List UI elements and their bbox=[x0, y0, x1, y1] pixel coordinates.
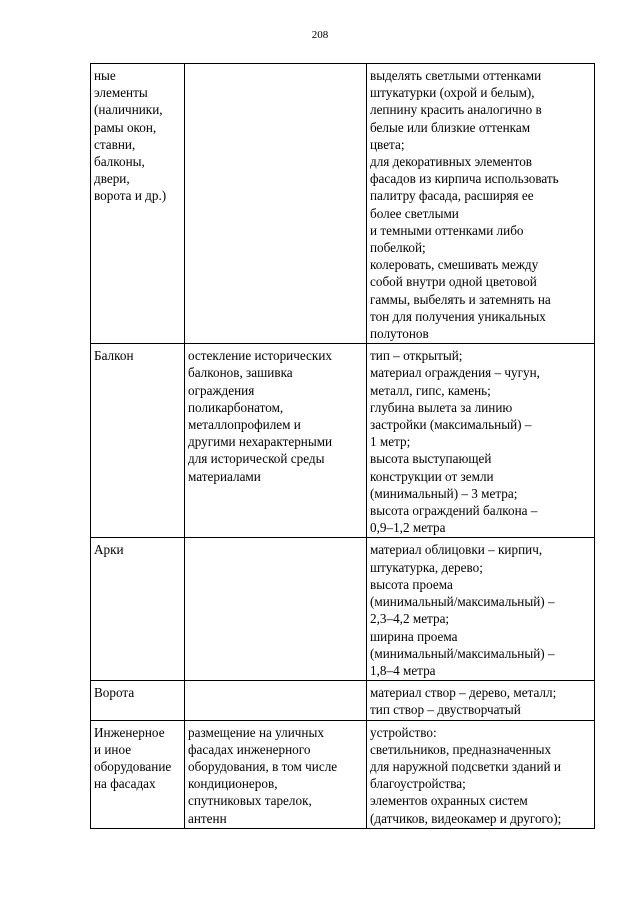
prohibited-cell: остекление исторических балконов, зашивка ограждения поликарбонатом, металлопрофилем и другими нехарактерными для исторической среды материалами bbox=[185, 344, 367, 538]
prohibited-cell bbox=[185, 681, 367, 720]
table-row bbox=[91, 720, 595, 828]
element-name-cell: ные элементы (наличники, рамы окон, ставни, балконы, двери, ворота и др.) bbox=[91, 64, 185, 344]
requirements-cell: материал створ – дерево, металл; тип створ – двустворчатый bbox=[367, 681, 595, 720]
element-name-cell: Арки bbox=[91, 538, 185, 681]
requirements-cell: тип – открытый; материал ограждения – чугун, металл, гипс, камень; глубина вылета за линию застройки (максимальный) – 1 метр; высота выступающей конструкции от земли (минимальный) – 3 метра; высота ограждений балкона – 0,9–1,2 метра bbox=[367, 344, 595, 538]
element-name-cell: Инженерное и иное оборудование на фасадах bbox=[91, 720, 185, 828]
table-row bbox=[91, 344, 595, 538]
element-name-cell: Ворота bbox=[91, 681, 185, 720]
prohibited-cell bbox=[185, 538, 367, 681]
requirements-table bbox=[90, 63, 595, 829]
prohibited-cell bbox=[185, 64, 367, 344]
page-number: 208 bbox=[311, 29, 329, 41]
requirements-cell: устройство: светильников, предназначенных для наружной подсветки зданий и благоустройства; элементов охранных систем (датчиков, видеокамер и другого); bbox=[367, 720, 595, 828]
table-row bbox=[91, 64, 595, 344]
requirements-cell: материал облицовки – кирпич, штукатурка, дерево; высота проема (минимальный/максимальный) – 2,3–4,2 метра; ширина проема (минимальный/максимальный) – 1,8–4 метра bbox=[367, 538, 595, 681]
prohibited-cell: размещение на уличных фасадах инженерного оборудования, в том числе кондиционеров, спутниковых тарелок, антенн bbox=[185, 720, 367, 828]
element-name-cell: Балкон bbox=[91, 344, 185, 538]
requirements-cell: выделять светлыми оттенками штукатурки (охрой и белым), лепнину красить аналогично в белые или близкие оттенкам цвета; для декоративных элементов фасадов из кирпича использовать палитру фасада, расширяя ее более светлыми и темными оттенками либо побелкой; колеровать, смешивать между собой внутри одной цветовой гаммы, выбелять и затемнять на тон для получения уникальных полутонов bbox=[367, 64, 595, 344]
table-row bbox=[91, 538, 595, 681]
table-row bbox=[91, 681, 595, 720]
